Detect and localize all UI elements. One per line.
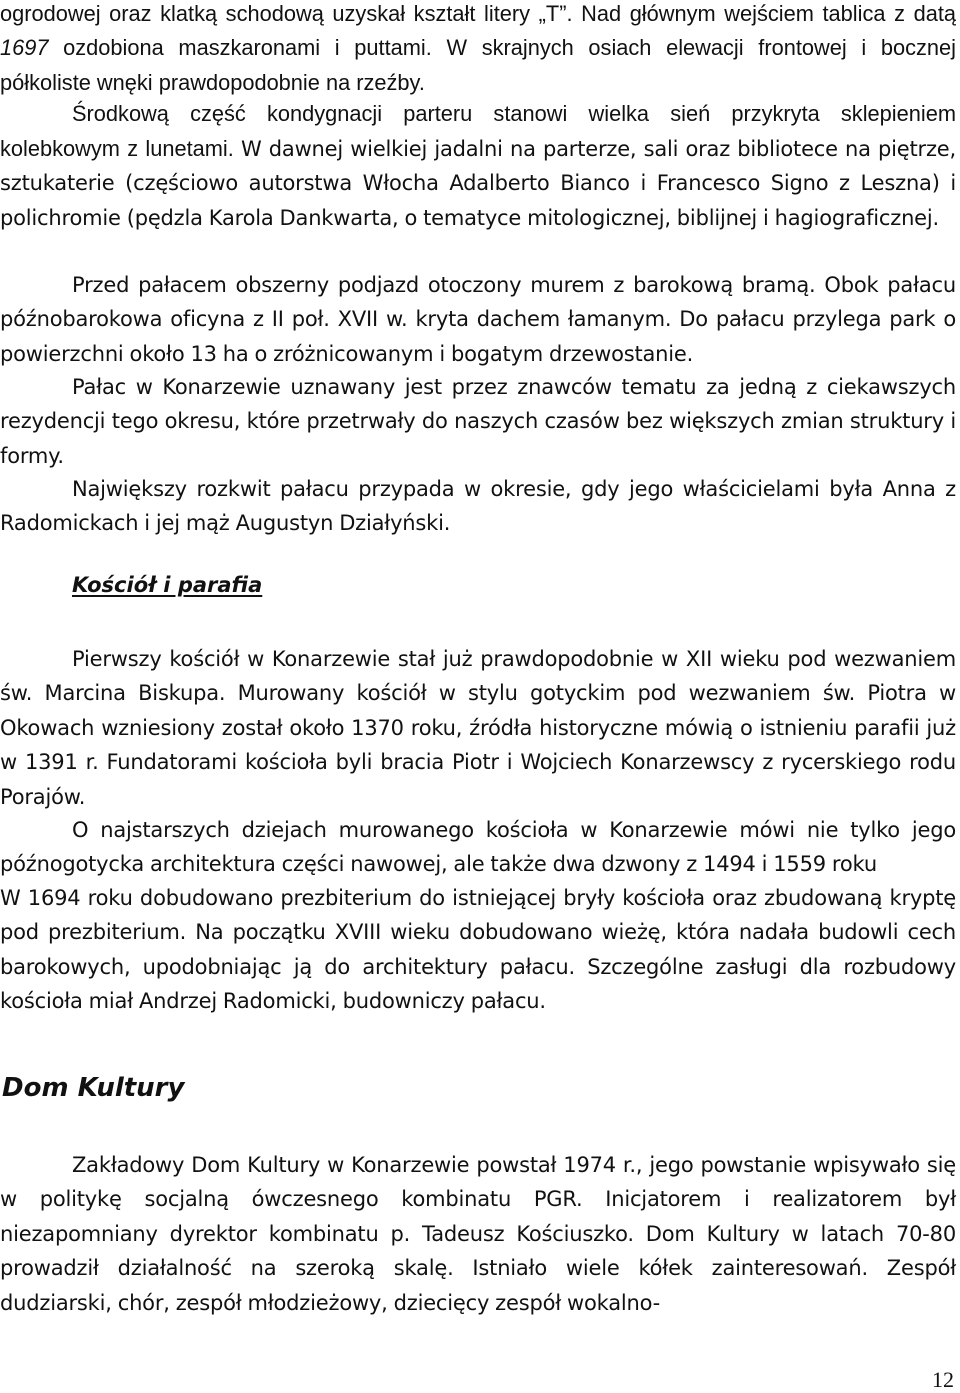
page-number: 12 [932,1367,954,1392]
paragraph-palace-interior: Środkową część kondygnacji parteru stanowi wielka sień przykryta sklepieniem kolebkowym z lunetami. W dawnej wielkiej jadalni na parterze, sali oraz bibliotece na piętrze, sztukaterie (częściowo autorstwa Włocha Adalberto Bianco i Francesco Signo z Leszna) i polichromie (pędzla Karola Dankwarta, o tematyce mitologicznej, biblijnej i hagiograficznej. [0,101,956,230]
paragraph-church-history: Pierwszy kościół w Konarzewie stał już prawdopodobnie w XII wieku pod wezwaniem św. Marcina Biskupa. Murowany kościół w stylu gotyckim pod wezwaniem św. Piotra w Okowach wzniesiony został około 1370 roku, źródła historyczne mówią o istnieniu parafii już w 1391 r. Fundatorami kościoła byli bracia Piotr i Wojciech Konarzewscy z rycerskiego rodu Porajów. [0,647,956,809]
paragraph-church-bells: O najstarszych dziejach murowanego kościoła w Konarzewie mówi nie tylko jego późnogotycka architektura części nawowej, ale także dwa dzwony z 1494 i 1559 roku [0,818,956,877]
paragraph-culture-house: Zakładowy Dom Kultury w Konarzewie powstał 1974 r., jego powstanie wpisywało się w politykę socjalną ówczesnego kombinatu PGR. Inicjatorem i realizatorem był niezapomniany dyrektor kombinatu p. Tadeusz Kościuszko. Dom Kultury w latach 70-80 prowadził działalność na szeroką skalę. Istniało wiele kółek zainteresowań. Zespół dudziarski, chór, zespół młodzieżowy, dziecięcy zespół wokalno- [0,1153,956,1315]
paragraph-palace-surroundings: Przed pałacem obszerny podjazd otoczony murem z barokową bramą. Obok pałacu późnobarokowa oficyna z II poł. XVII w. kryta dachem łamanym. Do pałacu przylega park o powierzchni około 13 ha o zróżnicowanym i bogatym drzewostanie. [0,273,956,366]
paragraph-palace-significance: Pałac w Konarzewie uznawany jest przez znawców tematu za jedną z ciekawszych rezydencji tego okresu, które przetrwały do naszych czasów bez większych zmian struktury i formy. [0,375,956,468]
paragraph-palace-facade: ogrodowej oraz klatką schodową uzyskał kształt litery „T”. Nad głównym wejściem tablica z datą 1697 ozdobiona maszkaronami i puttami. W skrajnych osiach elewacji frontowej i bocznej półkoliste wnęki prawdopodobnie na rzeźby. [0,1,956,95]
section-heading-church: Kościół i parafia [72,573,263,597]
section-heading-culture: Dom Kultury [2,1073,185,1103]
paragraph-palace-owners: Największy rozkwit pałacu przypada w okresie, gdy jego właścicielami była Anna z Radomickach i jej mąż Augustyn Działyński. [0,477,956,536]
date-1697: 1697 [0,35,49,61]
paragraph-church-extension: W 1694 roku dobudowano prezbiterium do istniejącej bryły kościoła oraz zbudowaną kryptę pod prezbiterium. Na początku XVIII wieku dobudowano wieżę, która nadała budowli cech barokowych, upodobniając ją do architektury pałacu. Szczególne zasługi dla rozbudowy kościoła miał Andrzej Radomicki, budowniczy pałacu. [0,886,956,1014]
